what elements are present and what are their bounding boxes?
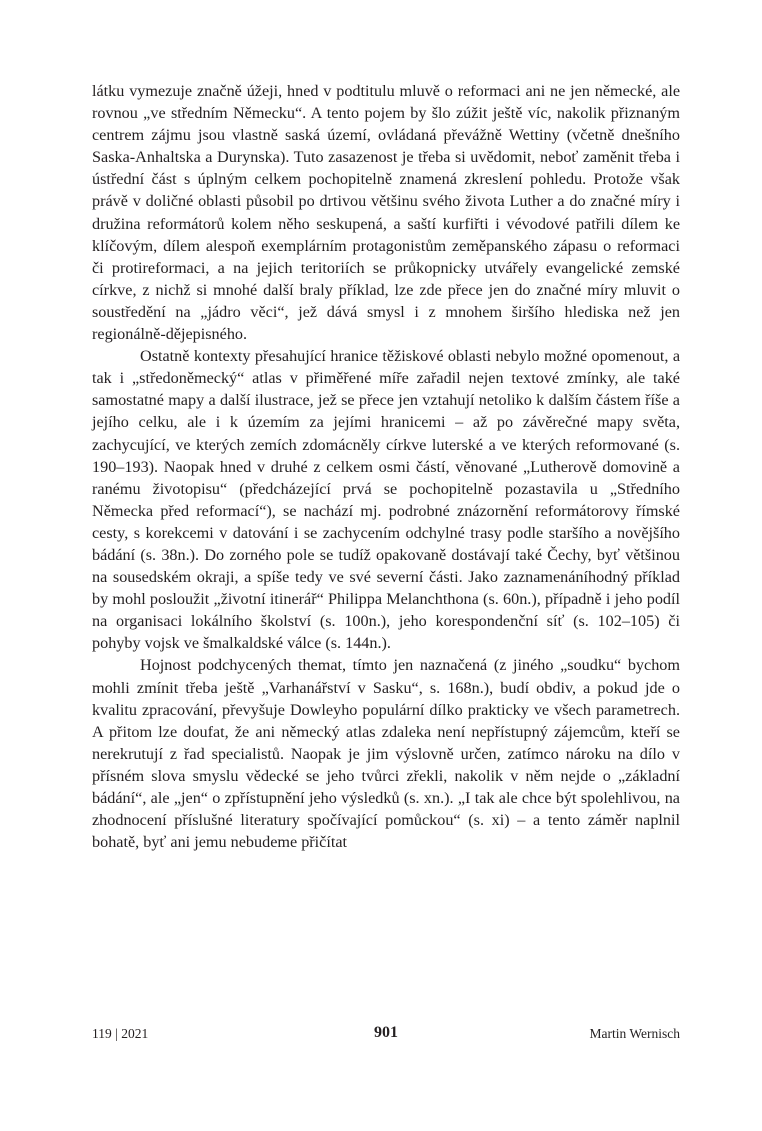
paragraph-2: Ostatně kontexty přesahující hranice těžiskové oblasti nebylo možné opomenout, a tak i „středoněmecký“ atlas v přiměřené míře zařadil nejen textové zmínky, ale také samostatné mapy a další ilustrace, jež se přece jen vztahují netoliko k dalším částem říše a jejího celku, ale i k územím za jejími hranicemi – až po závěrečné mapy světa, zachycující, ve kterých zemích zdomácněly církve luterské a ve kterých reformované (s. 190–193). Naopak hned v druhé z celkem osmi částí, věnované „Lutherově domovině a ranému životopisu“ (předcházející prvá se pochopitelně pozastavila u „Středního Německa před reformací“), se nachází mj. podrobné znázornění reformátorovy římské cesty, s korekcemi v datování i se zachycením odchylné trasy podle staršího a novějšího bádání (s. 38n.). Do zorného pole se tudíž opakovaně dostávají také Čechy, byť většinou na sousedském okraji, a spíše tedy ve své severní části. Jako zaznamenáníhodný příklad by mohl posloužit „životní itinerář“ Philippa Melanchthona (s. 60n.), případně i jeho podíl na organisaci lokálního školství (s. 100n.), jeho korespondenční síť (s. 102–105) či pohyby vojsk ve šmalkaldské válce (s. 144n.). <box>92 347 680 653</box>
page-body <box>92 80 680 853</box>
paragraph-3: Hojnost podchycených themat, tímto jen naznačená (z jiného „soudku“ bychom mohli zmínit třeba ještě „Varhanářství v Sasku“, s. 168n.), budí obdiv, a pokud jde o kvalitu zpracování, převyšuje Dowleyho populární dílko prakticky ve všech parametrech. A přitom lze doufat, že ani německý atlas zdaleka není nepřístupný zájemcům, kteří se nerekrutují z řad specialistů. Naopak je jim výslovně určen, zatímco nároku na dílo v přísném slova smyslu vědecké se jeho tvůrci zřekli, nakolik v něm nejde o „základní bádání“, ale „jen“ o zpřístupnění jeho výsledků (s. xn.). „I tak ale chce být spolehlivou, na zhodnocení příslušné literatury spočívající pomůckou“ (s. xi) – a tento záměr naplnil bohatě, byť ani jemu nebudeme přičítat <box>92 656 680 852</box>
author-name: Martin Wernisch <box>589 1026 680 1041</box>
page-footer <box>92 1024 680 1046</box>
paragraph-1: látku vymezuje značně úžeji, hned v podtitulu mluvě o reformaci ani ne jen německé, ale rovnou „ve středním Německu“. A tento pojem by šlo zúžit ještě víc, nakolik přiznaným centrem zájmu jsou vlastně saská území, ovládaná převážně Wettiny (včetně dnešního Saska-Anhaltska a Durynska). Tuto zasazenost je třeba si uvědomit, neboť zaměnit třeba i ústřední část s úplným celkem pochopitelně znamená zkreslení pohledu. Protože však právě v doličné oblasti působil po drtivou většinu svého života Luther a do značné míry i družina reformátorů kolem něho seskupená, a saští kurfiřti i vévodové patřili dílem ke klíčovým, dílem alespoň exemplárním protagonistům zeměpanského zápasu o reformaci či protireformaci, a na jejich teritoriích se průkopnicky utvářely evangelické zemské církve, z nichž si mnohé další braly příklad, lze zde přece jen do značné míry mluvit o soustředění na „jádro věci“, jež dává smysl i z mnohem širšího hlediska než jen regionálně-dějepisného. <box>92 82 680 344</box>
issue-label: 119 | 2021 <box>92 1026 149 1041</box>
page-number: 901 <box>374 1024 398 1041</box>
